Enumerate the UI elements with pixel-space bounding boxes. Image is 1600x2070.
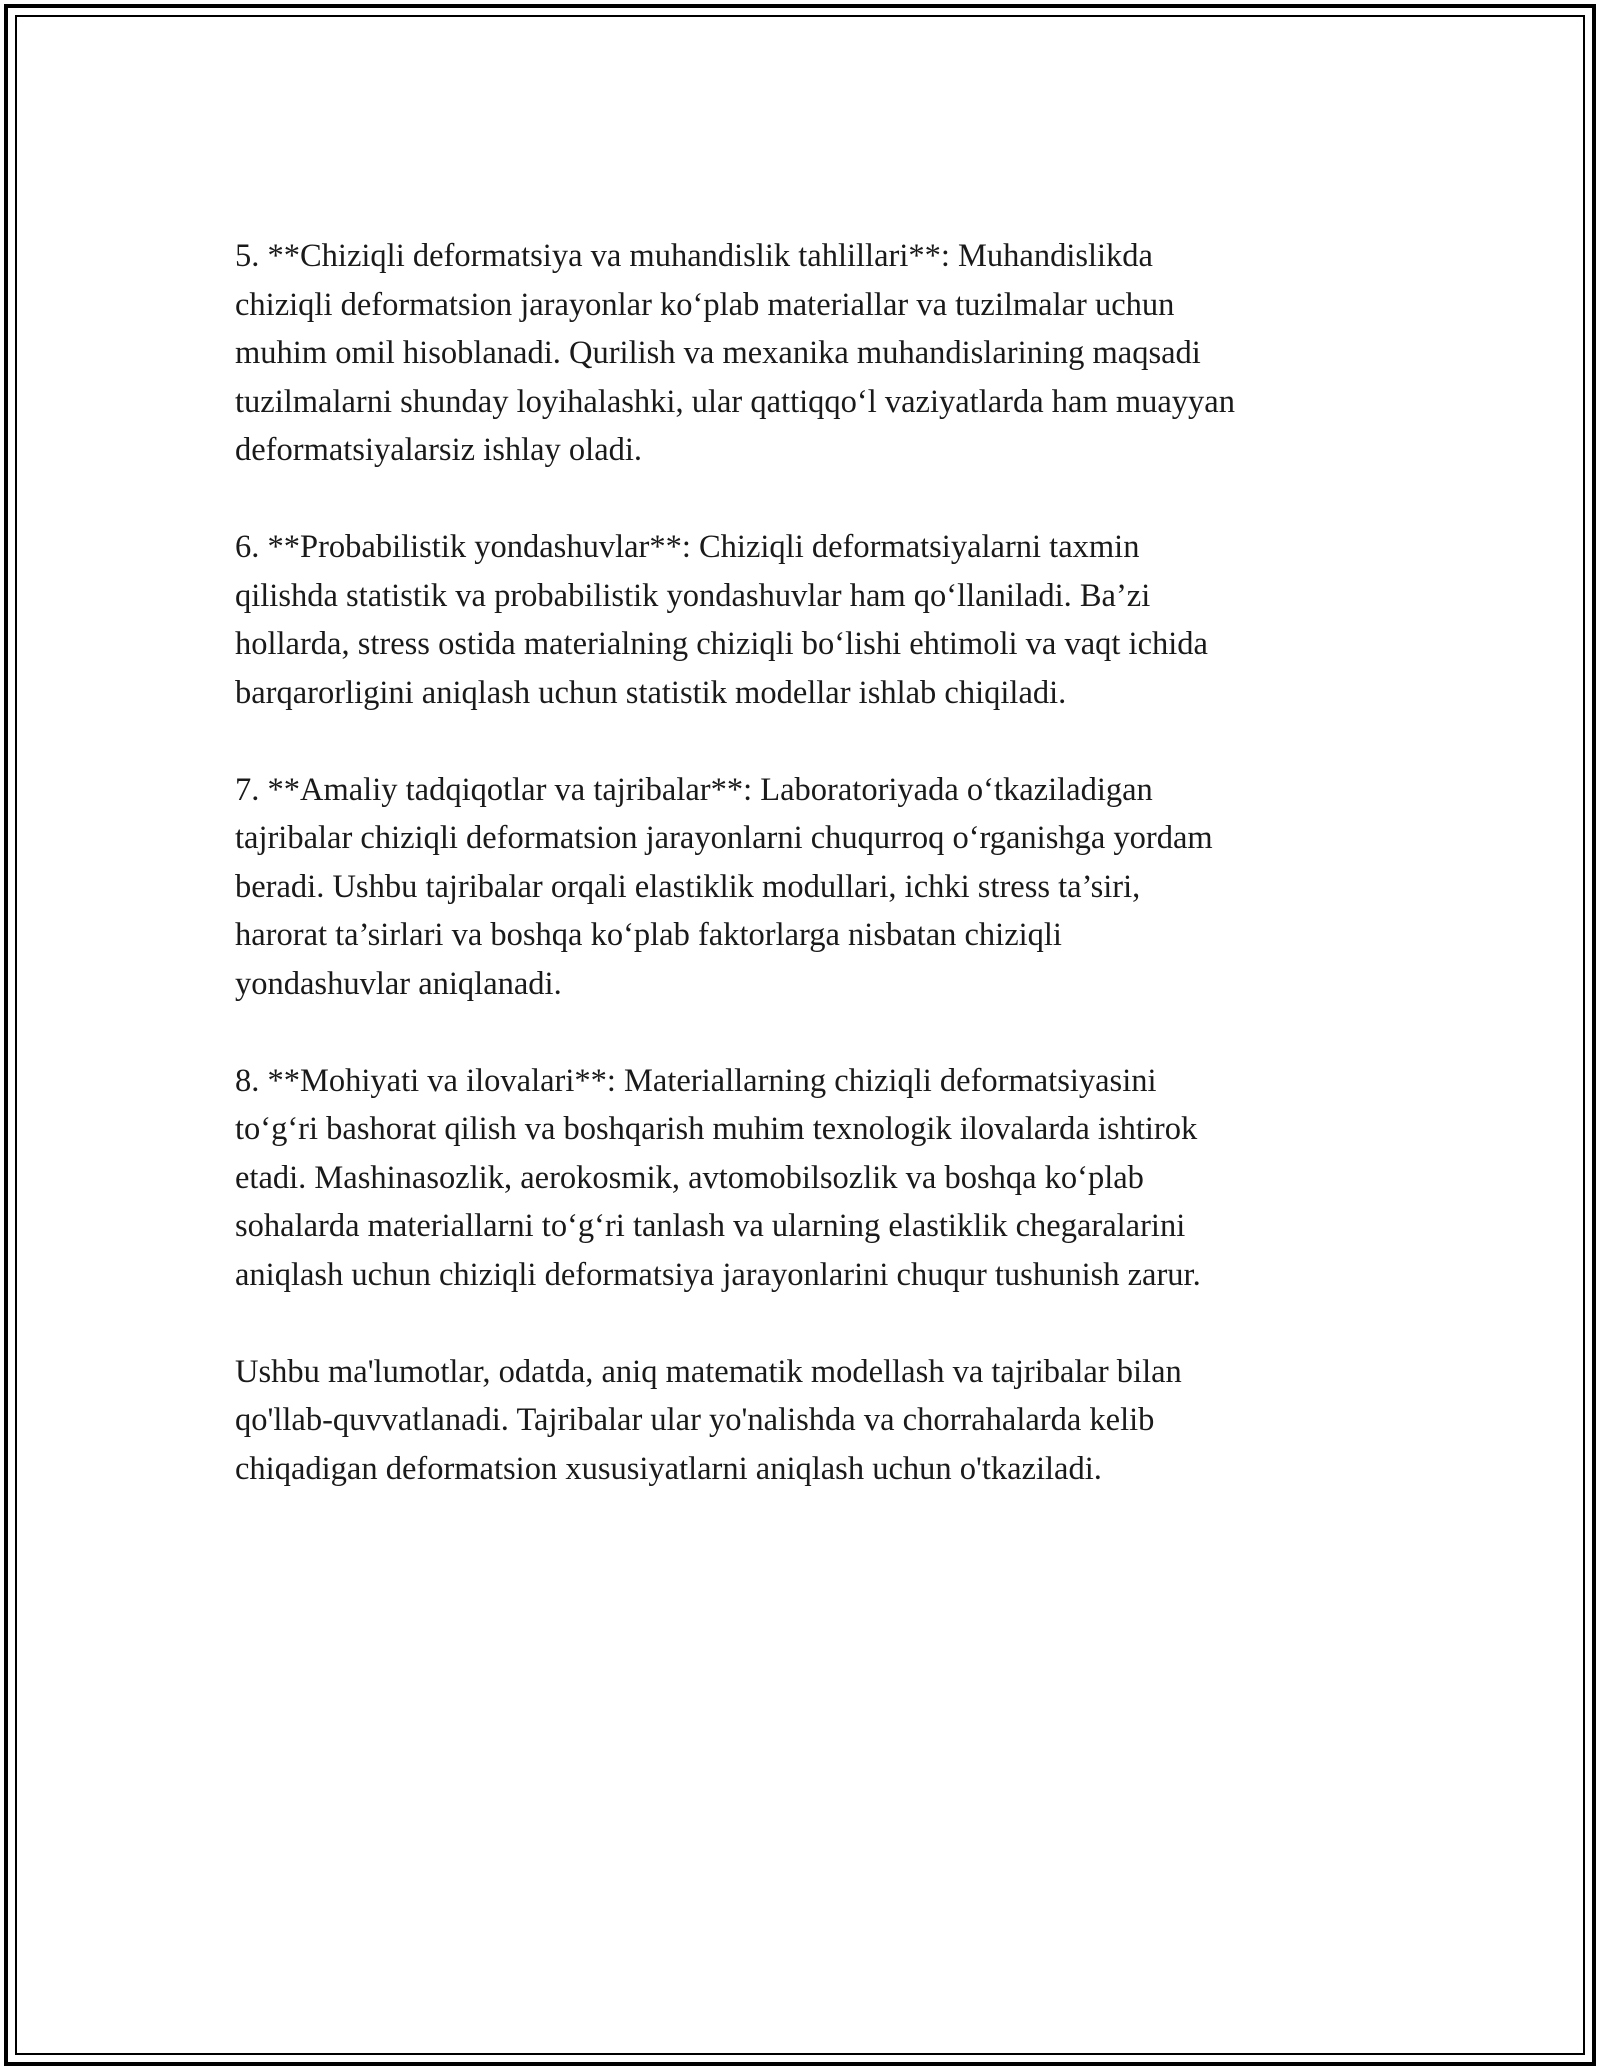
text-line: muhim omil hisoblanadi. Qurilish va mexanika muhandislarining maqsadi <box>235 335 1201 371</box>
paragraph-item-6 <box>235 523 1395 717</box>
text-line: barqarorligini aniqlash uchun statistik modellar ishlab chiqiladi. <box>235 674 1067 711</box>
text-line: tuzilmalarni shunday loyihalashki, ular qattiqqo‘l vaziyatlarda ham muayyan <box>235 383 1235 420</box>
text-line: qilishda statistik va probabilistik yondashuvlar ham qo‘llaniladi. Ba’zi <box>235 577 1151 614</box>
text-line: Ushbu ma'lumotlar, odatda, aniq matematik modellash va tajribalar bilan <box>235 1353 1182 1390</box>
document-body <box>235 232 1395 1542</box>
text-line: beradi. Ushbu tajribalar orqali elastiklik modullari, ichki stress ta’siri, <box>235 868 1141 905</box>
text-line: 7. **Amaliy tadqiqotlar va tajribalar**: Laboratoriyada o‘tkaziladigan <box>235 771 1153 808</box>
text-line: 8. **Mohiyati va ilovalari**: Materiallarning chiziqli deformatsiyasini <box>235 1062 1157 1099</box>
text-line: hollarda, stress ostida materialning chiziqli bo‘lishi ehtimoli va vaqt ichida <box>235 626 1208 662</box>
text-line: to‘g‘ri bashorat qilish va boshqarish muhim texnologik ilovalarda ishtirok <box>235 1111 1198 1147</box>
text-line: chiqadigan deformatsion xususiyatlarni aniqlash uchun o'tkaziladi. <box>235 1450 1102 1487</box>
text-line: aniqlash uchun chiziqli deformatsiya jarayonlarini chuqur tushunish zarur. <box>235 1256 1201 1293</box>
text-line: qo'llab-quvvatlanadi. Tajribalar ular yo'nalishda va chorrahalarda kelib <box>235 1402 1155 1438</box>
paragraph-item-5 <box>235 232 1395 475</box>
paragraph-conclusion <box>235 1348 1395 1494</box>
text-line: tajribalar chiziqli deformatsion jarayonlarni chuqurroq o‘rganishga yordam <box>235 820 1213 856</box>
text-line: yondashuvlar aniqlanadi. <box>235 965 562 1002</box>
text-line: etadi. Mashinasozlik, aerokosmik, avtomobilsozlik va boshqa ko‘plab <box>235 1159 1144 1196</box>
text-line: chiziqli deformatsion jarayonlar ko‘plab materiallar va tuzilmalar uchun <box>235 286 1175 323</box>
text-line: deformatsiyalarsiz ishlay oladi. <box>235 432 643 468</box>
paragraph-item-7 <box>235 766 1395 1009</box>
text-line: 6. **Probabilistik yondashuvlar**: Chiziqli deformatsiyalarni taxmin <box>235 529 1140 565</box>
text-line: 5. **Chiziqli deformatsiya va muhandislik tahlillari**: Muhandislikda <box>235 238 1153 274</box>
text-line: sohalarda materiallarni to‘g‘ri tanlash va ularning elastiklik chegaralarini <box>235 1208 1186 1244</box>
text-line: harorat ta’sirlari va boshqa ko‘plab faktorlarga nisbatan chiziqli <box>235 917 1062 953</box>
paragraph-item-8 <box>235 1057 1395 1300</box>
